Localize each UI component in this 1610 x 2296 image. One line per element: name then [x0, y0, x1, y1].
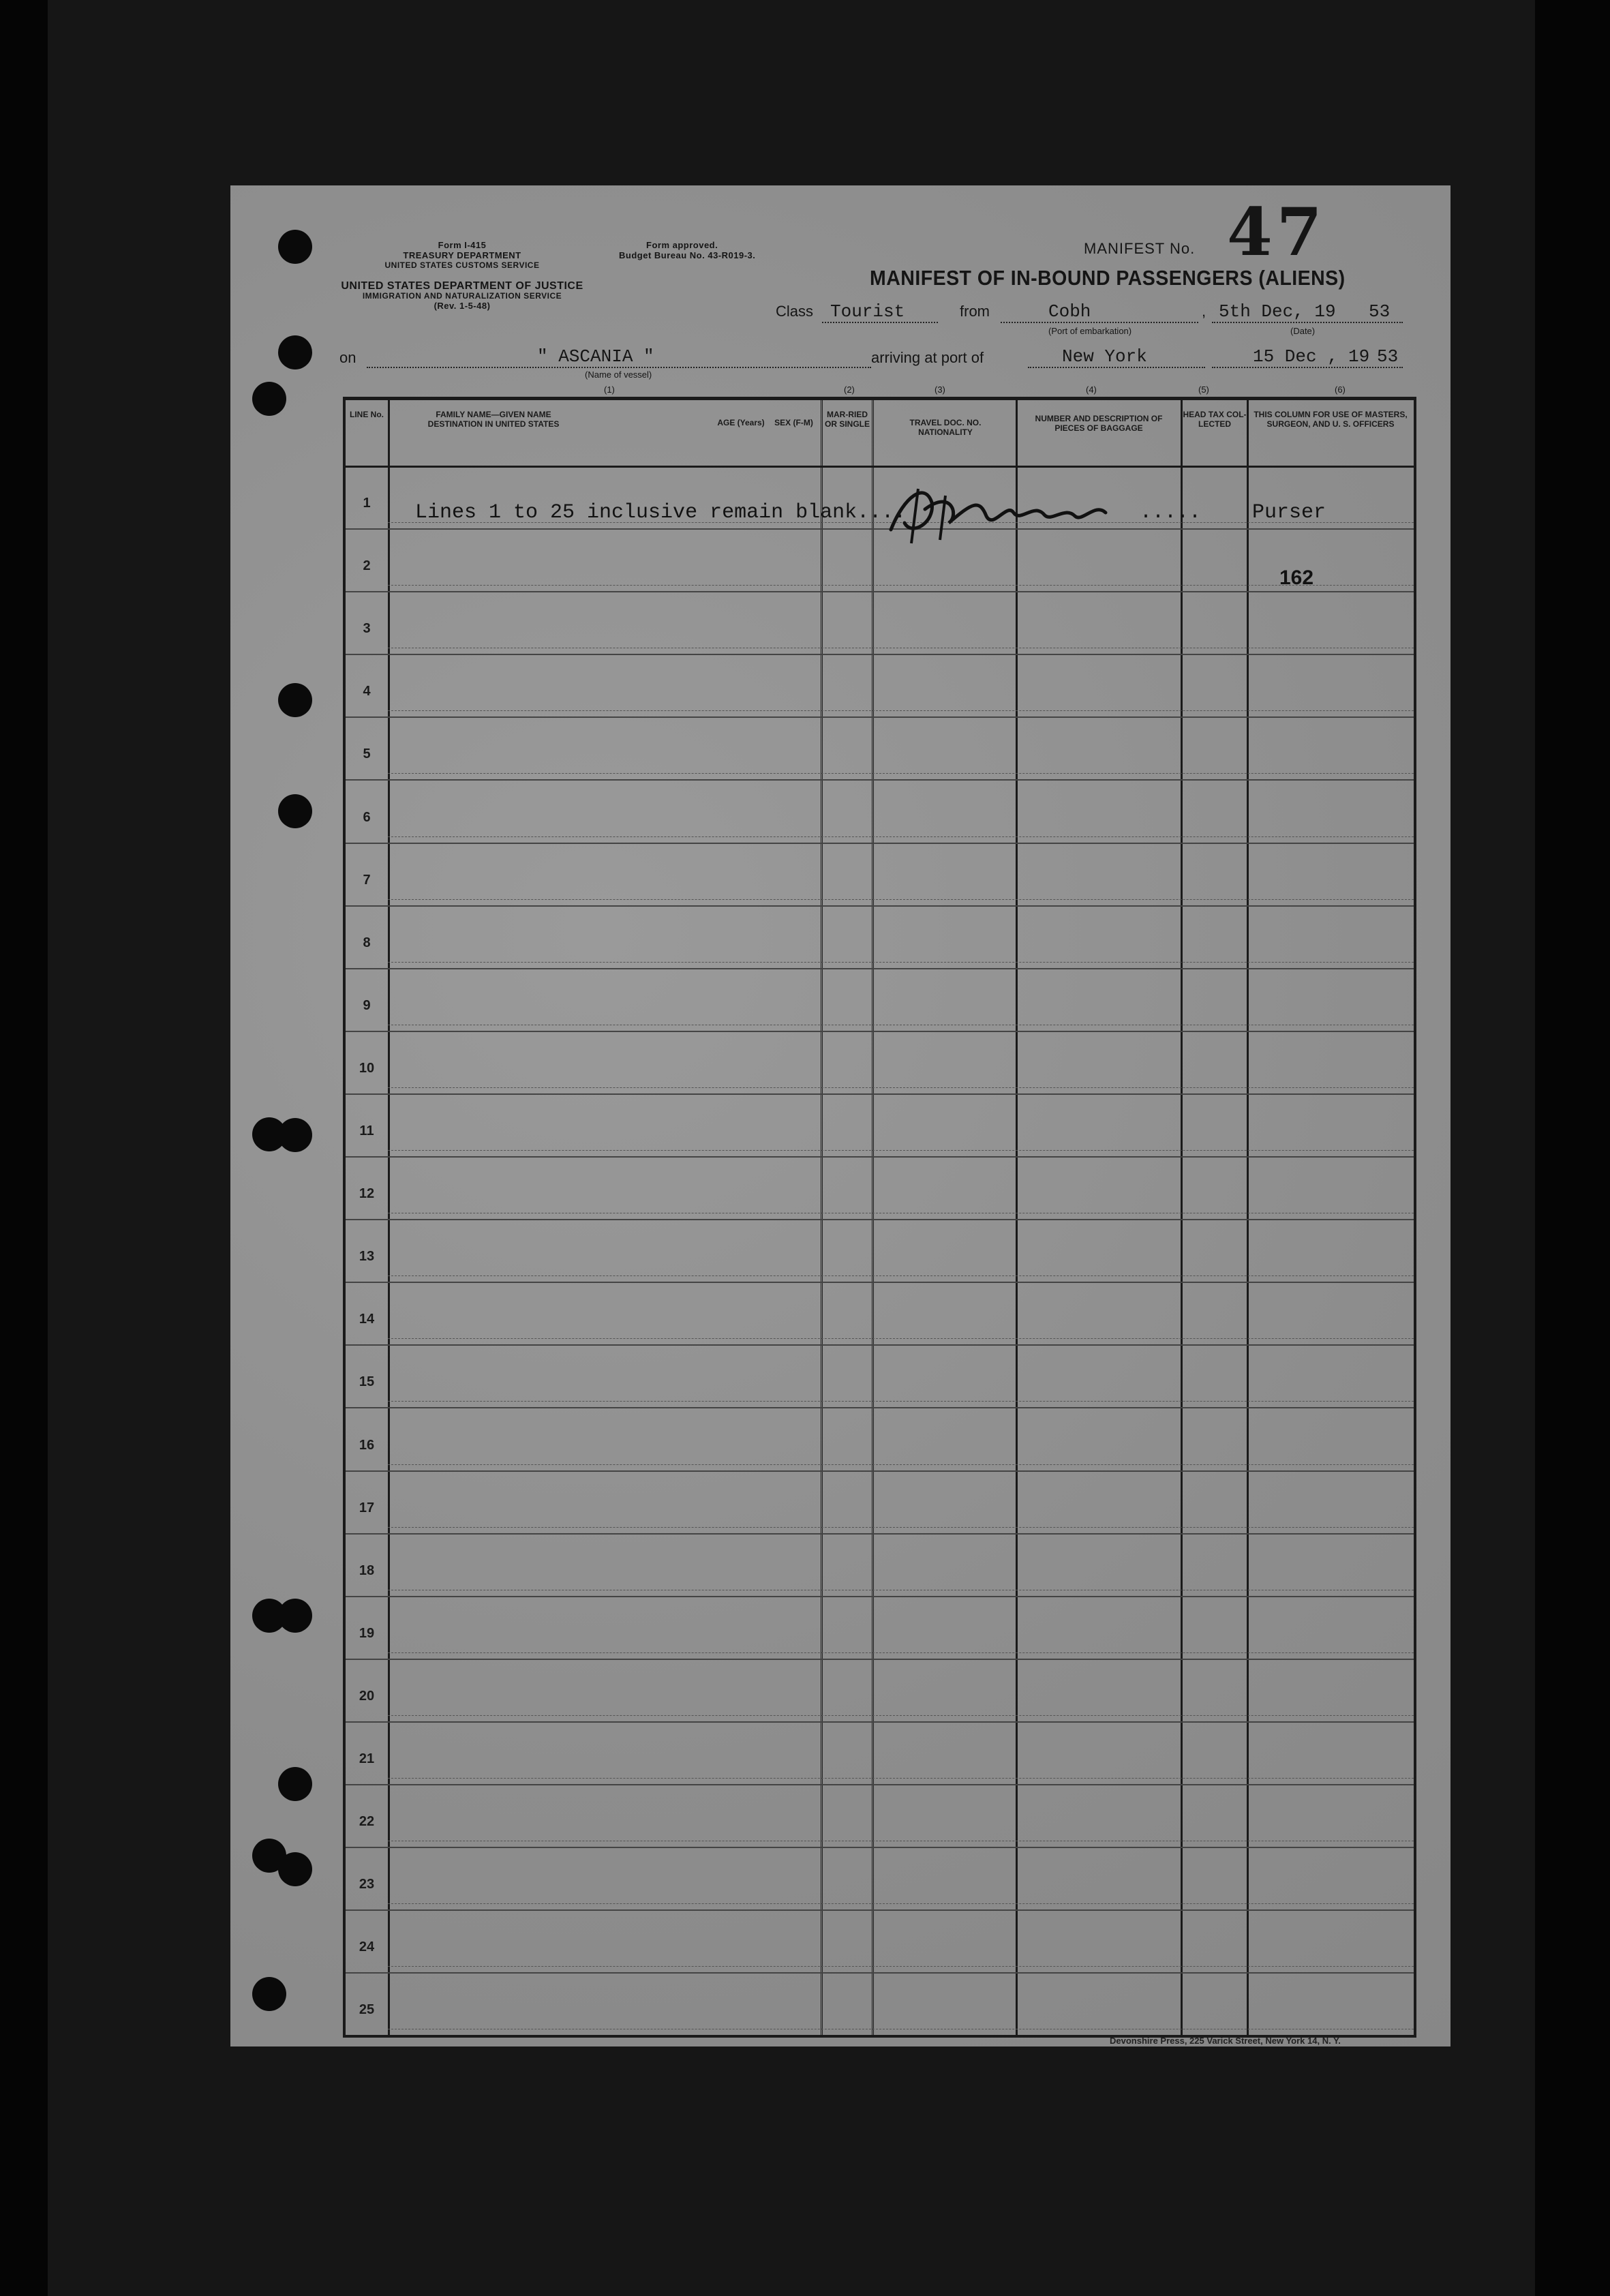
col-num-4: (4) [1086, 384, 1097, 395]
line-number: 3 [363, 621, 371, 637]
table-row [346, 591, 1414, 655]
punch-hole [252, 382, 286, 416]
table-row [346, 1093, 1414, 1158]
line-number: 16 [359, 1437, 375, 1453]
purser-title: Purser [1252, 501, 1326, 524]
header-baggage: NUMBER AND DESCRIPTION OF PIECES OF BAGGAGE [1035, 414, 1163, 433]
justice-block [333, 281, 592, 311]
scan-edge-right [1535, 0, 1610, 2296]
budget-bureau: Budget Bureau No. 43-R019-3. [619, 250, 756, 260]
arrival-year: 53 [1377, 346, 1399, 367]
punch-hole [278, 1599, 312, 1633]
punch-hole [278, 1852, 312, 1886]
date-caption: (Date) [1290, 326, 1316, 336]
table-row [346, 1596, 1414, 1660]
officer-number: 162 [1279, 567, 1314, 589]
punch-hole [252, 1977, 286, 2011]
table-row [346, 1721, 1414, 1785]
table-row [346, 843, 1414, 907]
line-number: 5 [363, 746, 371, 762]
header-sex: SEX (F-M) [774, 418, 813, 427]
table-row [346, 1282, 1414, 1346]
line-number: 23 [359, 1877, 375, 1892]
header-travel-doc: TRAVEL DOC. NO. NATIONALITY [909, 418, 982, 437]
arrival-port: New York [1062, 346, 1147, 367]
treasury-department: TREASURY DEPARTMENT [403, 250, 521, 260]
punch-hole [278, 683, 312, 717]
line-number: 17 [359, 1500, 375, 1515]
line-number: 2 [363, 558, 371, 574]
line-number: 12 [359, 1186, 375, 1202]
table-row [346, 654, 1414, 718]
line-number: 20 [359, 1688, 375, 1704]
justice-department: UNITED STATES DEPARTMENT OF JUSTICE [341, 280, 583, 292]
line-number: 7 [363, 872, 371, 888]
embarkation-port: Cobh [1048, 301, 1091, 322]
line-number: 21 [359, 1751, 375, 1767]
form-number: Form I-415 [438, 240, 487, 250]
table-row [346, 1659, 1414, 1723]
punch-hole [278, 230, 312, 264]
col-num-6: (6) [1335, 384, 1346, 395]
table-row [346, 1156, 1414, 1220]
manifest-title: MANIFEST OF IN-BOUND PASSENGERS (ALIENS) [870, 266, 1346, 290]
line-number: 13 [359, 1249, 375, 1265]
class-value: Tourist [830, 301, 905, 322]
purser-signature [877, 475, 1164, 550]
port-caption: (Port of embarkation) [1048, 326, 1132, 336]
scan-edge-left [0, 0, 48, 2296]
header-head-tax: HEAD TAX COL-LECTED [1183, 410, 1247, 429]
arrival-year-prefix: 19 [1348, 346, 1370, 367]
line-number: 1 [363, 496, 371, 511]
vessel-caption: (Name of vessel) [585, 369, 652, 380]
manifest-number-label: MANIFEST No. [1084, 240, 1196, 257]
form-header-block [360, 240, 564, 270]
line-number: 9 [363, 997, 371, 1013]
header-line-no: LINE No. [350, 410, 384, 419]
blank-lines-note: Lines 1 to 25 inclusive remain blank.... [415, 501, 907, 524]
table-row [346, 1031, 1414, 1095]
line-number: 4 [363, 684, 371, 699]
col-num-5: (5) [1198, 384, 1209, 395]
table-row [346, 780, 1414, 844]
line-number: 8 [363, 935, 371, 950]
table-row [346, 968, 1414, 1032]
form-revision: (Rev. 1-5-48) [434, 301, 491, 311]
header-family-name [388, 410, 599, 429]
form-approved: Form approved. [646, 240, 718, 250]
line-number: 10 [359, 1060, 375, 1076]
table-row [346, 1408, 1414, 1472]
on-label: on [339, 349, 356, 366]
arrival-date: 15 Dec , [1253, 346, 1338, 367]
line-number: 14 [359, 1312, 375, 1327]
table-row [346, 1219, 1414, 1283]
punch-hole [278, 1118, 312, 1152]
header-destination-text: DESTINATION IN UNITED STATES [427, 419, 560, 429]
arriving-label: arriving at port of [871, 349, 984, 366]
line-number: 22 [359, 1814, 375, 1830]
table-row [346, 1470, 1414, 1535]
header-family-name-text: FAMILY NAME—GIVEN NAME [436, 410, 551, 419]
customs-service: UNITED STATES CUSTOMS SERVICE [384, 260, 540, 270]
table-row [346, 716, 1414, 781]
class-label: Class [776, 303, 814, 320]
table-row [346, 1784, 1414, 1848]
line-number: 19 [359, 1625, 375, 1641]
vessel-name: " ASCANIA " [537, 346, 654, 367]
approval-block [619, 240, 817, 260]
table-row [346, 1972, 1414, 2035]
line-number: 25 [359, 2002, 375, 2018]
manifest-number: 47 [1227, 194, 1326, 271]
punch-hole [278, 1767, 312, 1801]
printer-imprint: Devonshire Press, 225 Varick Street, New York 14, N. Y. [1110, 2036, 1341, 2046]
line-number: 15 [359, 1374, 375, 1390]
table-row [346, 1847, 1414, 1911]
passenger-table [343, 397, 1416, 2038]
line-number: 6 [363, 809, 371, 825]
line-number: 24 [359, 1939, 375, 1955]
table-row [346, 1533, 1414, 1597]
header-married: MAR-RIED OR SINGLE [824, 410, 870, 429]
naturalization-service: IMMIGRATION AND NATURALIZATION SERVICE [362, 291, 562, 301]
manifest-sheet: Form I-415 TREASURY DEPARTMENT UNITED STATES CUSTOMS SERVICE UNITED STATES DEPARTMENT OF JUSTICE IMMIGRATION AND NATURALIZATION SERVICE (Rev. 1-5-48) Form approved. Budget Bureau No. 43-R019-3. MANIFEST No. 47 MANIFEST OF IN-BOUND PASSENGERS (ALIENS) Class Tourist from Cobh (Port of embarkation) , 5th Dec, 19 53 (Date) on " ASCANIA " (Name of vessel) arriving at port of New York 15 Dec , 19 53 (1) (2) (3) (4) (5) (6) LINE No. FAMILY NAME—GIVEN NAME DESTINATION IN UNITED STATES AGE (Years) SEX (F-M) MAR-RIED OR SINGLE TRAVEL DOC. NO. NATIONALITY NUMBER AND DESCRIPTION OF PIECES OF BAGGAGE HEAD TAX COL-LECTED THIS COLUMN FOR USE OF MASTERS, SURGEON, AND U. S. OFFICERS 1 2 3 4 5 6 7 8 9 10 11 12 13 14 15 16 17 18 19 20 21 22 23 24 25 Lines 1 to 25 inclusive remain blank.... ..... Purser 162 Devonshire Press, 225 Varick Street, New York 14, N. Y. [230, 185, 1450, 2046]
table-row [346, 905, 1414, 969]
blank-lines-trail: ..... [1140, 501, 1202, 524]
col-num-2: (2) [844, 384, 855, 395]
from-label: from [960, 303, 990, 320]
header-officers: THIS COLUMN FOR USE OF MASTERS, SURGEON, AND U. S. OFFICERS [1254, 410, 1408, 429]
table-row [346, 1344, 1414, 1408]
col-num-3: (3) [935, 384, 945, 395]
punch-hole [278, 335, 312, 369]
embarkation-year: 53 [1369, 301, 1391, 322]
header-age: AGE (Years) [717, 418, 765, 427]
line-number: 18 [359, 1562, 375, 1578]
col-num-1: (1) [604, 384, 615, 395]
table-row [346, 1909, 1414, 1974]
table-header [346, 400, 1414, 468]
punch-hole [278, 794, 312, 828]
embarkation-date: 5th Dec, 19 [1219, 301, 1336, 322]
line-number: 11 [359, 1123, 374, 1139]
